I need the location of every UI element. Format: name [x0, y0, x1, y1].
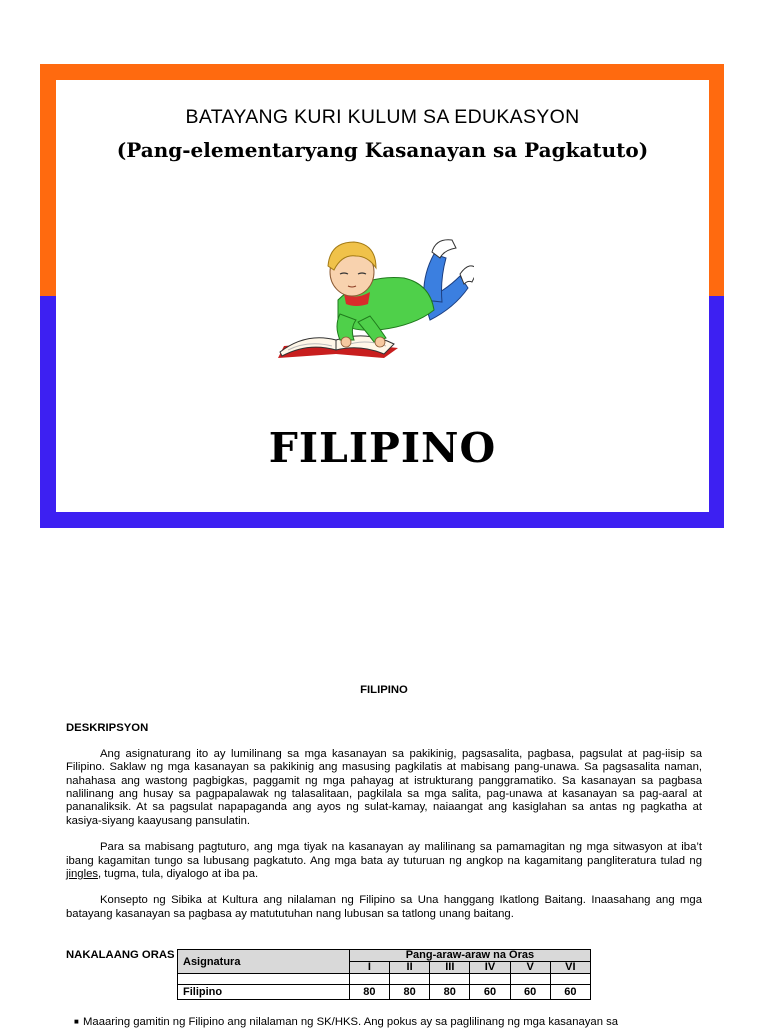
cover-subtitle: (Pang-elementaryang Kasanayan sa Pagkatuto) [116, 138, 649, 162]
table-cell-hours: 80 [430, 985, 470, 1000]
table-header-grade: IV [470, 962, 510, 974]
document-heading: FILIPINO [360, 684, 408, 696]
table-cell-hours: 80 [390, 985, 430, 1000]
table-header-grade: I [349, 962, 389, 974]
table-header-grade: II [390, 962, 430, 974]
table-cell-hours: 60 [550, 985, 590, 1000]
cover-subject-title: FILIPINO [268, 424, 497, 472]
table-row [178, 985, 591, 1000]
table-header-subject: Asignatura [178, 950, 350, 974]
table-header-grade: V [510, 962, 550, 974]
table-cell-hours: 60 [470, 985, 510, 1000]
description-paragraph-1: Ang asignaturang ito ay lumilinang sa mga kasanayan sa pakikinig, pagsasalita, pagbasa, pagsulat at pag-iisip sa Filipino. Saklaw ng mga kasanayan sa pakikinig ang masusing pagkilatis at mabisang pang-unawa. Sa pagsasalita naman, nahahasa ang wastong pagbigkas, paggamit ng mga pahayag at istrukturang panggramatiko. Sa kasanayan sa pagbasa nalilinang ang husay sa pagpapalawak ng talasalitaan, pagkilala sa mga salita, pag-unawa at kasanayan sa pag-aaral at pananaliksik. At sa pagsulat napapaganda ang ayos ng sulat-kamay, naiaangat ang kasiglahan sa antas ng pagkatha at kasiya-siyang kaayusang pansulatin. [66, 747, 702, 827]
table-header-grade: VI [550, 962, 590, 974]
document-body [66, 684, 702, 975]
description-heading: DESKRIPSYON [66, 722, 149, 735]
description-paragraph-2: Para sa mabisang pagtuturo, ang mga tiyak na kasanayan ay malilinang sa pamamagitan ng mga sitwasyon at iba’t ibang kagamitan tungo sa lubusang pagkatuto. Ang mga bata ay tuturuan ng angkop na kagamitang pangliteratura tulad ng jingles, tugma, tula, diyalogo at iba pa. [66, 841, 702, 881]
hours-table [177, 949, 591, 1000]
table-header-daily-hours: Pang-araw-araw na Oras [349, 950, 590, 962]
hours-heading: NAKALAANG ORAS [66, 949, 175, 962]
cover-title: BATAYANG KURI KULUM SA EDUKASYON [185, 106, 580, 128]
cover-panel [56, 80, 709, 512]
boy-reading-book-illustration [274, 230, 474, 370]
table-cell-hours: 80 [349, 985, 389, 1000]
bullet-icon: ■ [74, 1017, 79, 1026]
table-cell-subject: Filipino [178, 985, 350, 1000]
description-paragraph-3: Konsepto ng Sibika at Kultura ang nilalaman ng Filipino sa Una hanggang Ikatlong Baitang. Inaasahang ang mga batayang kasanayan sa pagbasa ay matututuhan nang lubusan sa tatlong unang baitang. [66, 894, 702, 920]
table-cell-hours: 60 [510, 985, 550, 1000]
table-header-grade: III [430, 962, 470, 974]
jingles-underlined-word: jingles [66, 868, 99, 881]
note-bullet-item: ■ Maaaring gamitin ng Filipino ang nilalaman ng SK/HKS. Ang pokus ay sa paglilinang ng mga kasanayan sa [74, 1016, 619, 1028]
